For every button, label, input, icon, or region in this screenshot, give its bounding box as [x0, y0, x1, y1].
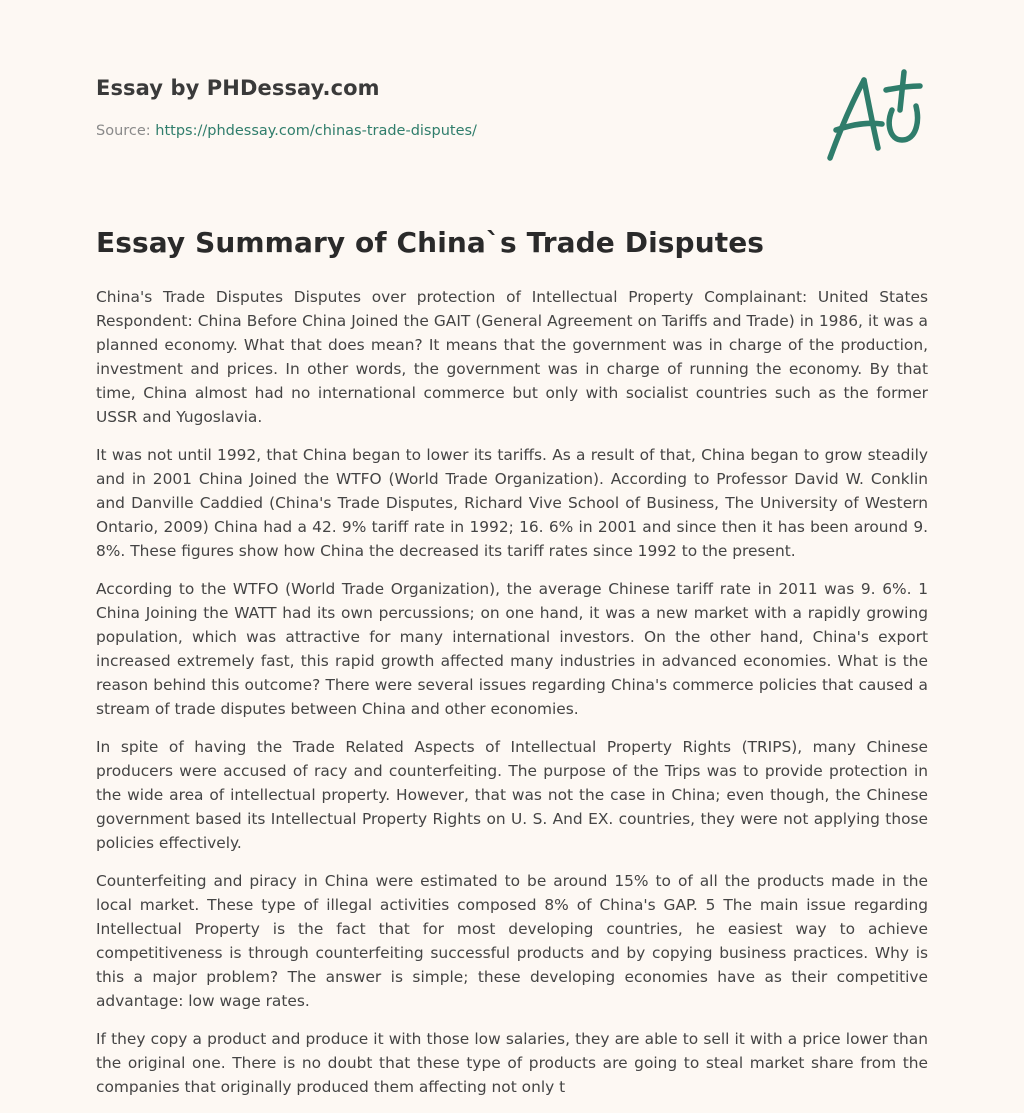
paragraph: According to the WTFO (World Trade Organization), the average Chinese tariff rate in 2011 was 9. 6%. 1 China Joining the WATT had its own percussions; on one hand, it was a new market with a rapidly growing population, which was attractive for many international investors. On the other hand, China's export increased extremely fast, this rapid growth affected many industries in advanced economies. What is the reason behind this outcome? There were several issues regarding China's commerce policies that caused a stream of trade disputes between China and other economies.: [96, 580, 928, 718]
essay-title: Essay Summary of China`s Trade Disputes: [96, 226, 765, 259]
essay-body: [96, 285, 928, 1113]
source-line: [96, 123, 477, 139]
source-link[interactable]: https://phdessay.com/chinas-trade-disputes/: [155, 123, 477, 139]
paragraph: It was not until 1992, that China began to lower its tariffs. As a result of that, China began to grow steadily and in 2001 China Joined the WTFO (World Trade Organization). According to Professor David W. Conklin and Danville Caddied (China's Trade Disputes, Richard Vive School of Business, The University of Western Ontario, 2009) China had a 42. 9% tariff rate in 1992; 16. 6% in 2001 and since then it has been around 9. 8%. These figures show how China the decreased its tariff rates since 1992 to the present.: [96, 446, 928, 560]
source-label: Source:: [96, 123, 151, 139]
paragraph: In spite of having the Trade Related Aspects of Intellectual Property Rights (TRIPS), many Chinese producers were accused of racy and counterfeiting. The purpose of the Trips was to provide protection in the wide area of intellectual property. However, that was not the case in China; even though, the Chinese government based its Intellectual Property Rights on U. S. And EX. countries, they were not applying those policies effectively.: [96, 738, 928, 852]
paragraph: If they copy a product and produce it with those low salaries, they are able to sell it with a price lower than the original one. There is no doubt that these type of products are going to steal market share from the companies that originally produced them affecting not only t: [96, 1030, 928, 1096]
a-plus-logo-icon: [820, 66, 930, 166]
paragraph: China's Trade Disputes Disputes over protection of Intellectual Property Complainant: United States Respondent: China Before China Joined the GAIT (General Agreement on Tariffs and Trade) in 1986, it was a planned economy. What that does mean? It means that the government was in charge of the production, investment and prices. In other words, the government was in charge of running the economy. By that time, China almost had no international commerce but only with socialist countries such as the former USSR and Yugoslavia.: [96, 288, 928, 426]
paragraph: Counterfeiting and piracy in China were estimated to be around 15% to of all the products made in the local market. These type of illegal activities composed 8% of China's GAP. 5 The main issue regarding Intellectual Property is the fact that for most developing countries, he easiest way to achieve competitiveness is through counterfeiting successful products and by copying business practices. Why is this a major problem? The answer is simple; these developing economies have as their competitive advantage: low wage rates.: [96, 872, 928, 1010]
brand-title: Essay by PHDessay.com: [96, 76, 380, 100]
